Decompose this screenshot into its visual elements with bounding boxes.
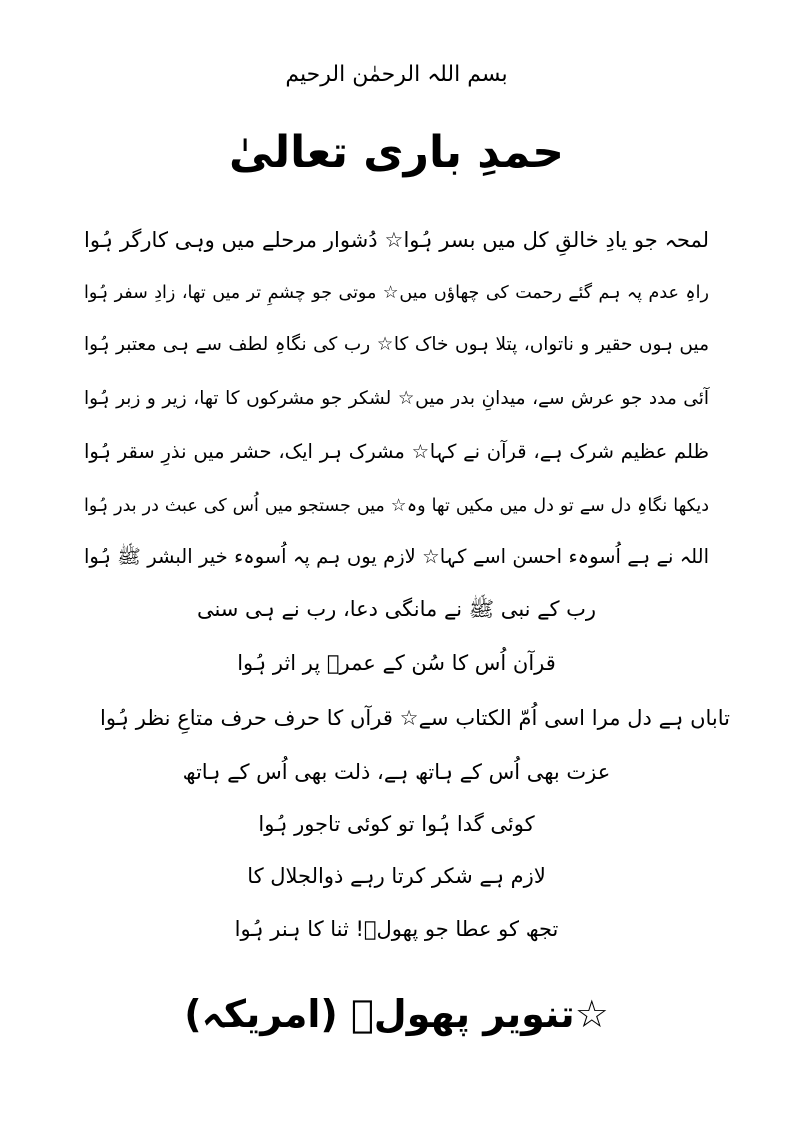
poet-signature: ☆تنویر پھولؔ (امریکہ) <box>184 992 609 1036</box>
couplet-b-line-1: عزت بھی اُس کے ہاتھ ہے، ذلت بھی اُس کے ہاتھ <box>182 760 611 784</box>
verse-line-6: دیکھا نگاہِ دل سے تو دل میں مکیں تھا وہ☆ میں جستجو میں اُس کی عبث در بدر ہُوا <box>84 496 709 516</box>
verse-line-2: راہِ عدم پہ ہم گئے رحمت کی چھاؤں میں☆ موتی جو چشمِ تر میں تھا، زادِ سفر ہُوا <box>84 283 709 303</box>
verse-line-4: آئی مدد جو عرش سے، میدانِ بدر میں☆ لشکر جو مشرکوں کا تھا، زیر و زبر ہُوا <box>84 388 709 409</box>
couplet-b-line-2: کوئی گدا ہُوا تو کوئی تاجور ہُوا <box>258 812 535 836</box>
couplet-a-line-1: رب کے نبی ﷺ نے مانگی دعا، رب نے ہی سنی <box>196 597 597 621</box>
bismillah-heading: بسم اللہ الرحمٰن الرحیم <box>285 62 508 87</box>
couplet-c-line-1: لازم ہے شکر کرتا رہے ذوالجلال کا <box>247 864 546 888</box>
verse-line-7: اللہ نے ہے اُسوہء احسن اسے کہا☆ لازم یوں ہم پہ اُسوہء خیر البشر ﷺ ہُوا <box>84 545 709 568</box>
verse-line-1: لمحہ جو یادِ خالقِ کل میں بسر ہُوا☆ دُشوار مرحلے میں وہی کارگر ہُوا <box>84 228 709 252</box>
poem-title: حمدِ باری تعالیٰ <box>229 127 564 178</box>
couplet-a-line-2: قرآن اُس کا سُن کے عمرؓ پر اثر ہُوا <box>237 651 556 675</box>
couplet-c-line-2: تجھ کو عطا جو پھولؔ! ثنا کا ہنر ہُوا <box>234 917 559 941</box>
verse-line-wide: تاباں ہے دل مرا اسی اُمّ الکتاب سے☆ قرآں کا حرف حرف متاعِ نظر ہُوا <box>100 706 730 730</box>
verse-line-5: ظلم عظیم شرک ہے، قرآن نے کہا☆ مشرک ہر ایک، حشر میں نذرِ سقر ہُوا <box>84 440 709 463</box>
verse-line-3: میں ہوں حقیر و ناتواں، پتلا ہوں خاک کا☆ رب کی نگاہِ لطف سے ہی معتبر ہُوا <box>84 334 709 355</box>
